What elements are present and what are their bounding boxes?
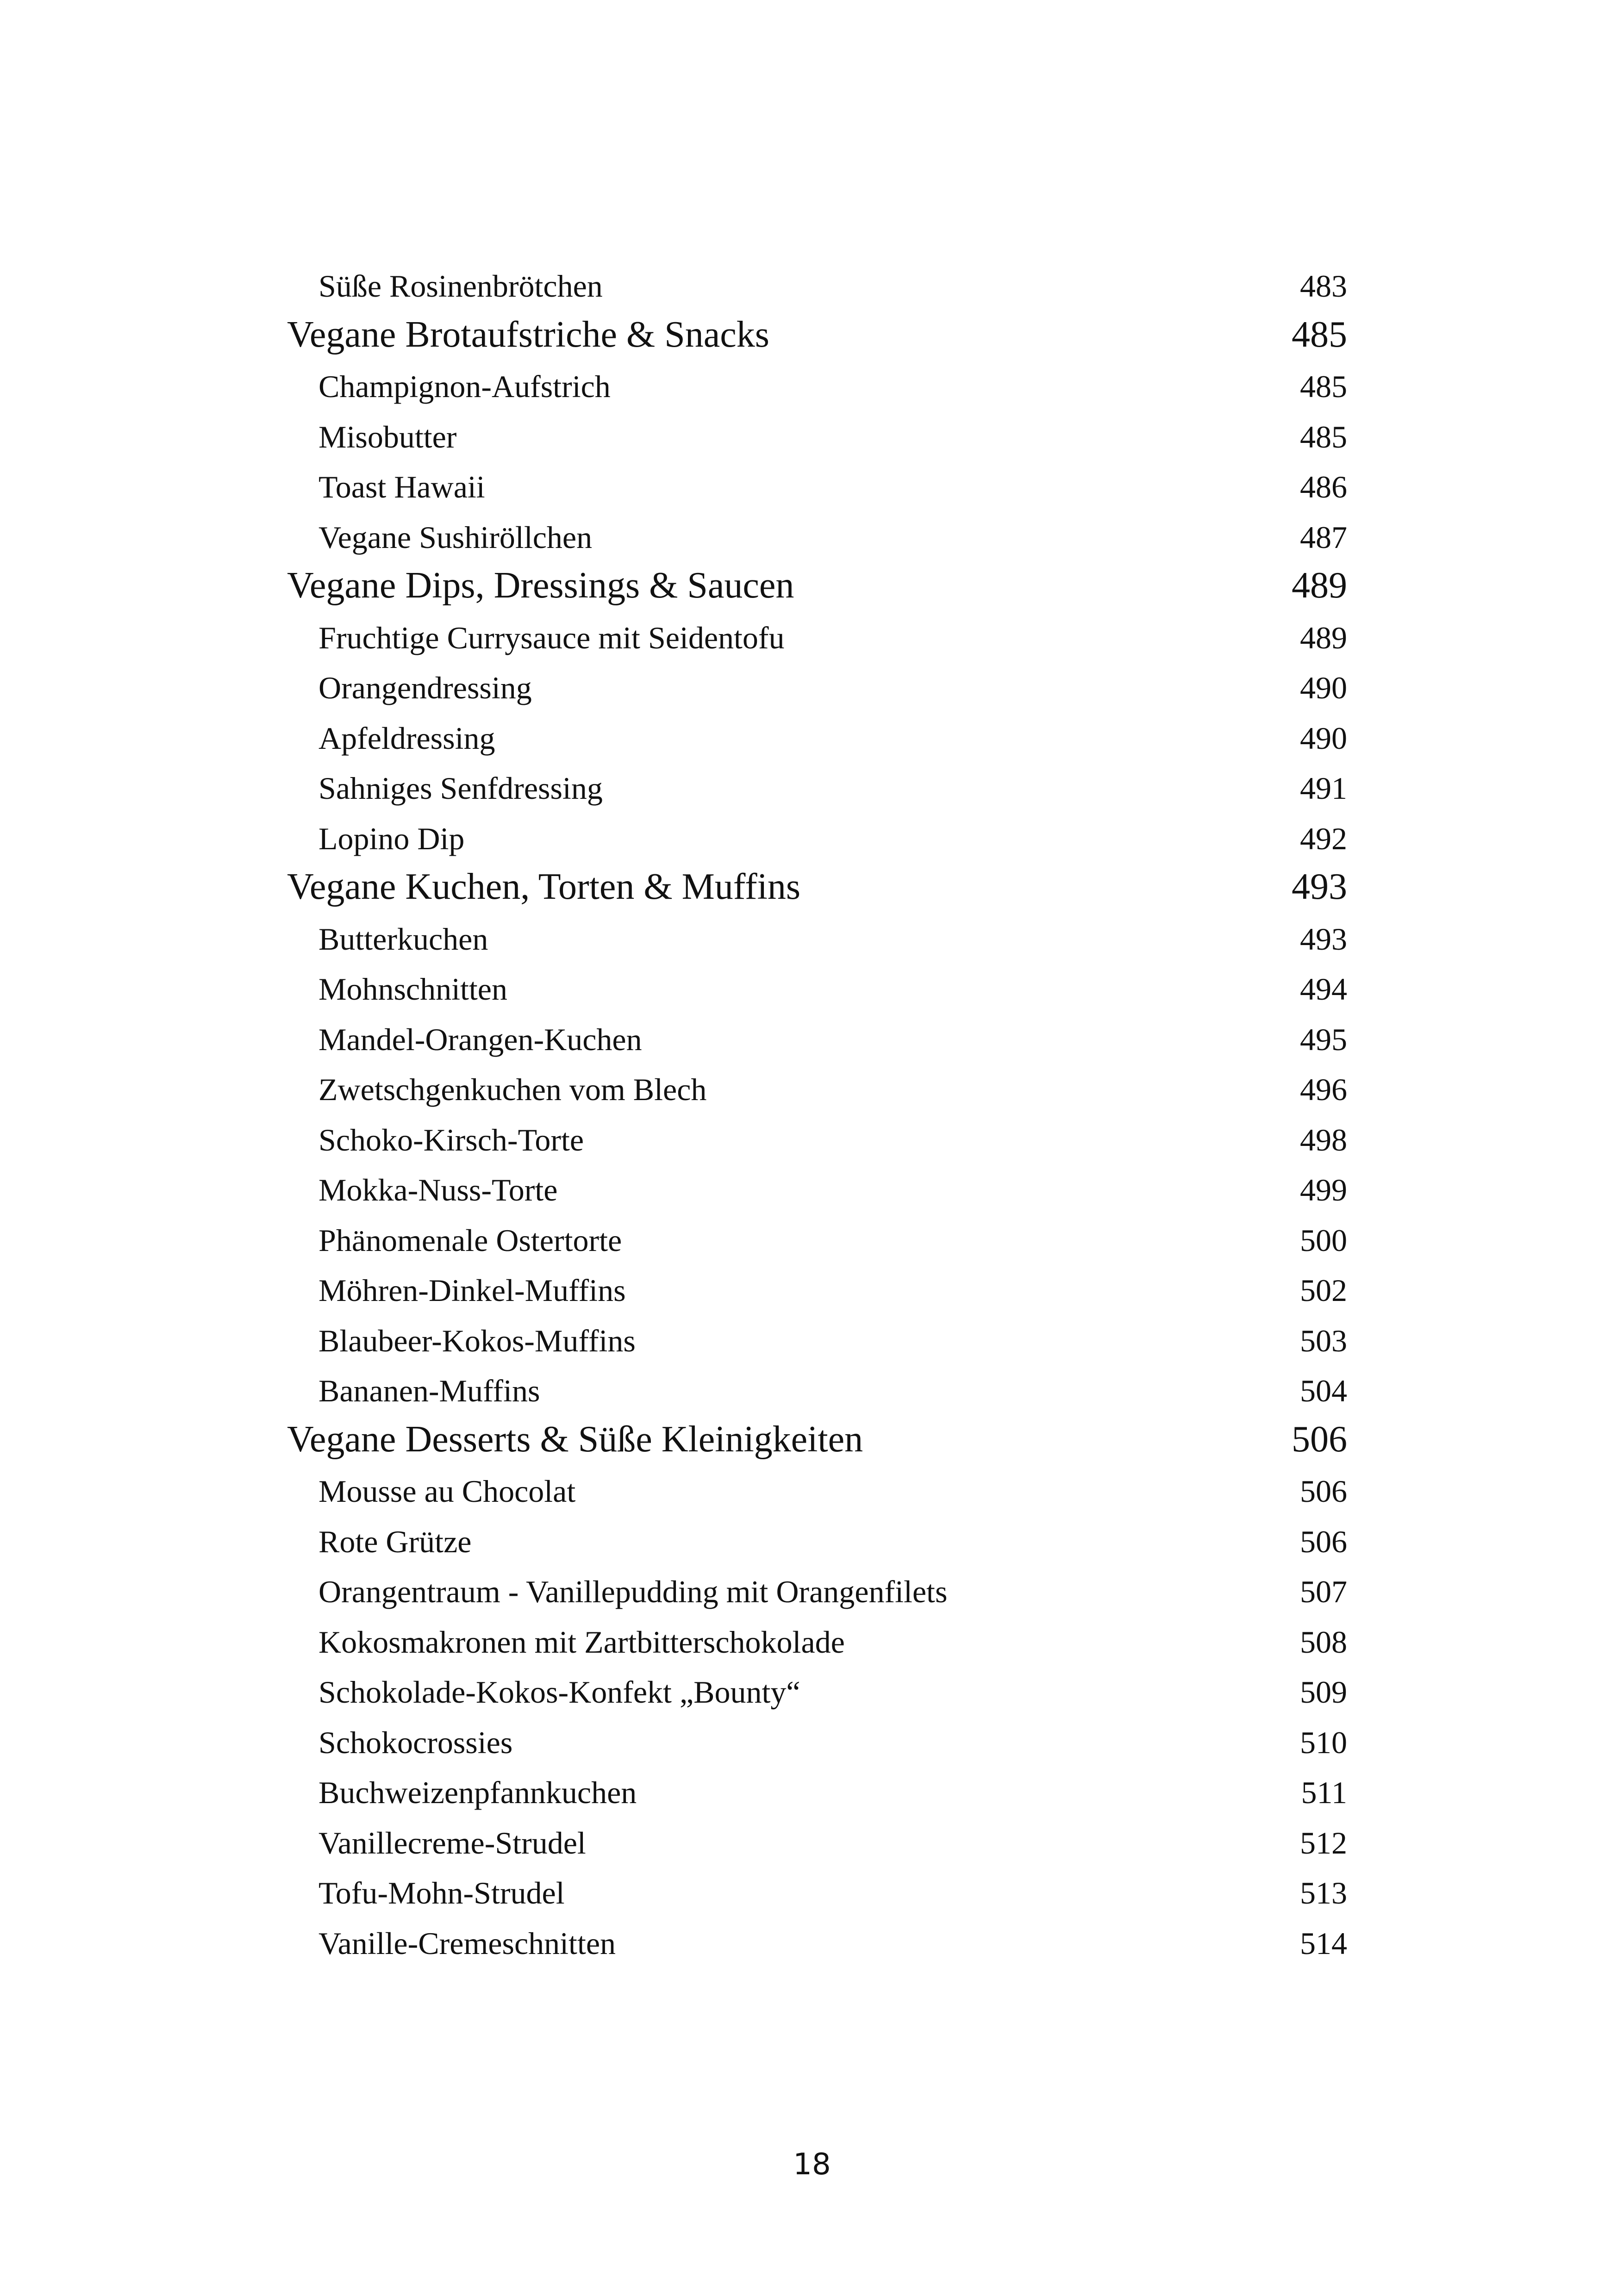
toc-entry-title: Toast Hawaii	[319, 469, 485, 504]
toc-entry-title: Misobutter	[319, 419, 457, 454]
toc-page-number: 503	[1300, 1323, 1347, 1358]
toc-page-number: 507	[1300, 1574, 1347, 1609]
toc-page-number: 485	[1300, 369, 1347, 404]
toc-entry-title: Mohnschnitten	[319, 971, 507, 1007]
toc-page-number: 504	[1300, 1373, 1347, 1408]
toc-page-number: 506	[1300, 1524, 1347, 1559]
toc-page-number: 493	[1292, 866, 1347, 907]
toc-entry-title: Mandel-Orangen-Kuchen	[319, 1022, 642, 1057]
toc-section-title: Vegane Dips, Dressings & Saucen	[287, 565, 794, 606]
toc-page-number: 512	[1300, 1825, 1347, 1860]
toc-page-number: 513	[1300, 1875, 1347, 1910]
toc-page-number: 496	[1300, 1072, 1347, 1107]
toc-entry-title: Mokka-Nuss-Torte	[319, 1172, 558, 1207]
toc-section	[287, 567, 1347, 609]
toc-page-number: 490	[1300, 670, 1347, 705]
toc-entry-title: Schokocrossies	[319, 1725, 513, 1760]
toc-entry	[287, 1576, 1347, 1609]
toc-entry-title: Zwetschgenkuchen vom Blech	[319, 1072, 707, 1107]
toc-entry-title: Lopino Dip	[319, 821, 465, 856]
toc-entry	[287, 1877, 1347, 1910]
toc-entry	[287, 1777, 1347, 1810]
toc-section	[287, 1421, 1347, 1462]
toc-page-number: 489	[1300, 620, 1347, 655]
toc-entry-title: Apfeldressing	[319, 721, 495, 756]
toc-entry-title: Sahniges Senfdressing	[319, 771, 603, 806]
toc-page-number: 485	[1292, 314, 1347, 355]
toc-entry-title: Orangentraum - Vanillepudding mit Orangenfilets	[319, 1574, 948, 1609]
toc-entry	[287, 1074, 1347, 1107]
toc-entry-title: Vanille-Cremeschnitten	[319, 1926, 616, 1961]
toc-page-number: 491	[1300, 771, 1347, 806]
toc-entry	[287, 1024, 1347, 1057]
toc-page-number: 511	[1301, 1775, 1347, 1810]
toc-page-number: 492	[1300, 821, 1347, 856]
toc-entry	[287, 1375, 1347, 1408]
toc-section-title: Vegane Brotaufstriche & Snacks	[287, 314, 769, 355]
toc-page-number: 499	[1300, 1172, 1347, 1207]
toc-page-number: 514	[1300, 1926, 1347, 1961]
toc-page-number: 502	[1300, 1273, 1347, 1308]
toc-section	[287, 868, 1347, 910]
toc-entry	[287, 1928, 1347, 1961]
toc-entry-title: Phänomenale Ostertorte	[319, 1223, 622, 1258]
toc-entry	[287, 823, 1347, 856]
toc-entry-title: Butterkuchen	[319, 921, 488, 957]
toc-section	[287, 316, 1347, 358]
toc-entry-title: Kokosmakronen mit Zartbitterschokolade	[319, 1624, 845, 1660]
toc-page-number: 500	[1300, 1223, 1347, 1258]
toc-entry	[287, 772, 1347, 806]
toc-entry-title: Vanillecreme-Strudel	[319, 1825, 586, 1860]
toc-page-number: 487	[1300, 520, 1347, 555]
toc-entry	[287, 1626, 1347, 1660]
toc-entry	[287, 1727, 1347, 1760]
toc-entry-title: Blaubeer-Kokos-Muffins	[319, 1323, 636, 1358]
toc-entry-title: Schoko-Kirsch-Torte	[319, 1122, 584, 1157]
toc-page-number: 495	[1300, 1022, 1347, 1057]
toc-entry	[287, 270, 1347, 304]
toc-entry	[287, 722, 1347, 756]
toc-entry-title: Fruchtige Currysauce mit Seidentofu	[319, 620, 785, 655]
toc-entry	[287, 1827, 1347, 1860]
toc-entry	[287, 1325, 1347, 1358]
toc-page-number: 490	[1300, 721, 1347, 756]
toc-entry	[287, 1225, 1347, 1258]
toc-page-number: 509	[1300, 1674, 1347, 1710]
toc-entry	[287, 1526, 1347, 1559]
toc-entry-title: Vegane Sushiröllchen	[319, 520, 593, 555]
toc-entry	[287, 1275, 1347, 1308]
toc-entry	[287, 1676, 1347, 1710]
toc-section-title: Vegane Kuchen, Torten & Muffins	[287, 866, 800, 907]
toc-page-number: 486	[1300, 469, 1347, 504]
toc-entry	[287, 371, 1347, 404]
toc-page-number: 508	[1300, 1624, 1347, 1660]
toc-entry	[287, 923, 1347, 957]
toc-entry	[287, 522, 1347, 555]
toc-page-number: 489	[1292, 565, 1347, 606]
toc-entry-title: Möhren-Dinkel-Muffins	[319, 1273, 626, 1308]
toc-entry	[287, 471, 1347, 504]
toc-entry-title: Rote Grütze	[319, 1524, 472, 1559]
toc-page-number: 493	[1300, 921, 1347, 957]
toc-entry-title: Tofu-Mohn-Strudel	[319, 1875, 565, 1910]
toc-entry	[287, 1174, 1347, 1207]
toc-entry-title: Buchweizenpfannkuchen	[319, 1775, 637, 1810]
toc-page-number: 510	[1300, 1725, 1347, 1760]
toc-entry-title: Champignon-Aufstrich	[319, 369, 611, 404]
toc-page-number: 485	[1300, 419, 1347, 454]
toc-page-number: 506	[1292, 1419, 1347, 1460]
toc-entry-title: Süße Rosinenbrötchen	[319, 268, 603, 304]
toc-page-number: 494	[1300, 971, 1347, 1007]
toc-entry	[287, 1475, 1347, 1509]
toc-entry	[287, 1124, 1347, 1157]
toc-entry	[287, 622, 1347, 655]
toc-page-number: 506	[1300, 1474, 1347, 1509]
page-number: 18	[793, 2147, 831, 2182]
toc-entry	[287, 973, 1347, 1007]
toc-entry	[287, 421, 1347, 454]
toc-entry-title: Orangendressing	[319, 670, 532, 705]
toc-entry	[287, 672, 1347, 705]
toc-section-title: Vegane Desserts & Süße Kleinigkeiten	[287, 1419, 863, 1460]
toc-page-number: 498	[1300, 1122, 1347, 1157]
toc-page-number: 483	[1300, 268, 1347, 304]
toc-entry-title: Bananen-Muffins	[319, 1373, 540, 1408]
toc-entry-title: Schokolade-Kokos-Konfekt „Bounty“	[319, 1674, 800, 1710]
toc-entry-title: Mousse au Chocolat	[319, 1474, 576, 1509]
